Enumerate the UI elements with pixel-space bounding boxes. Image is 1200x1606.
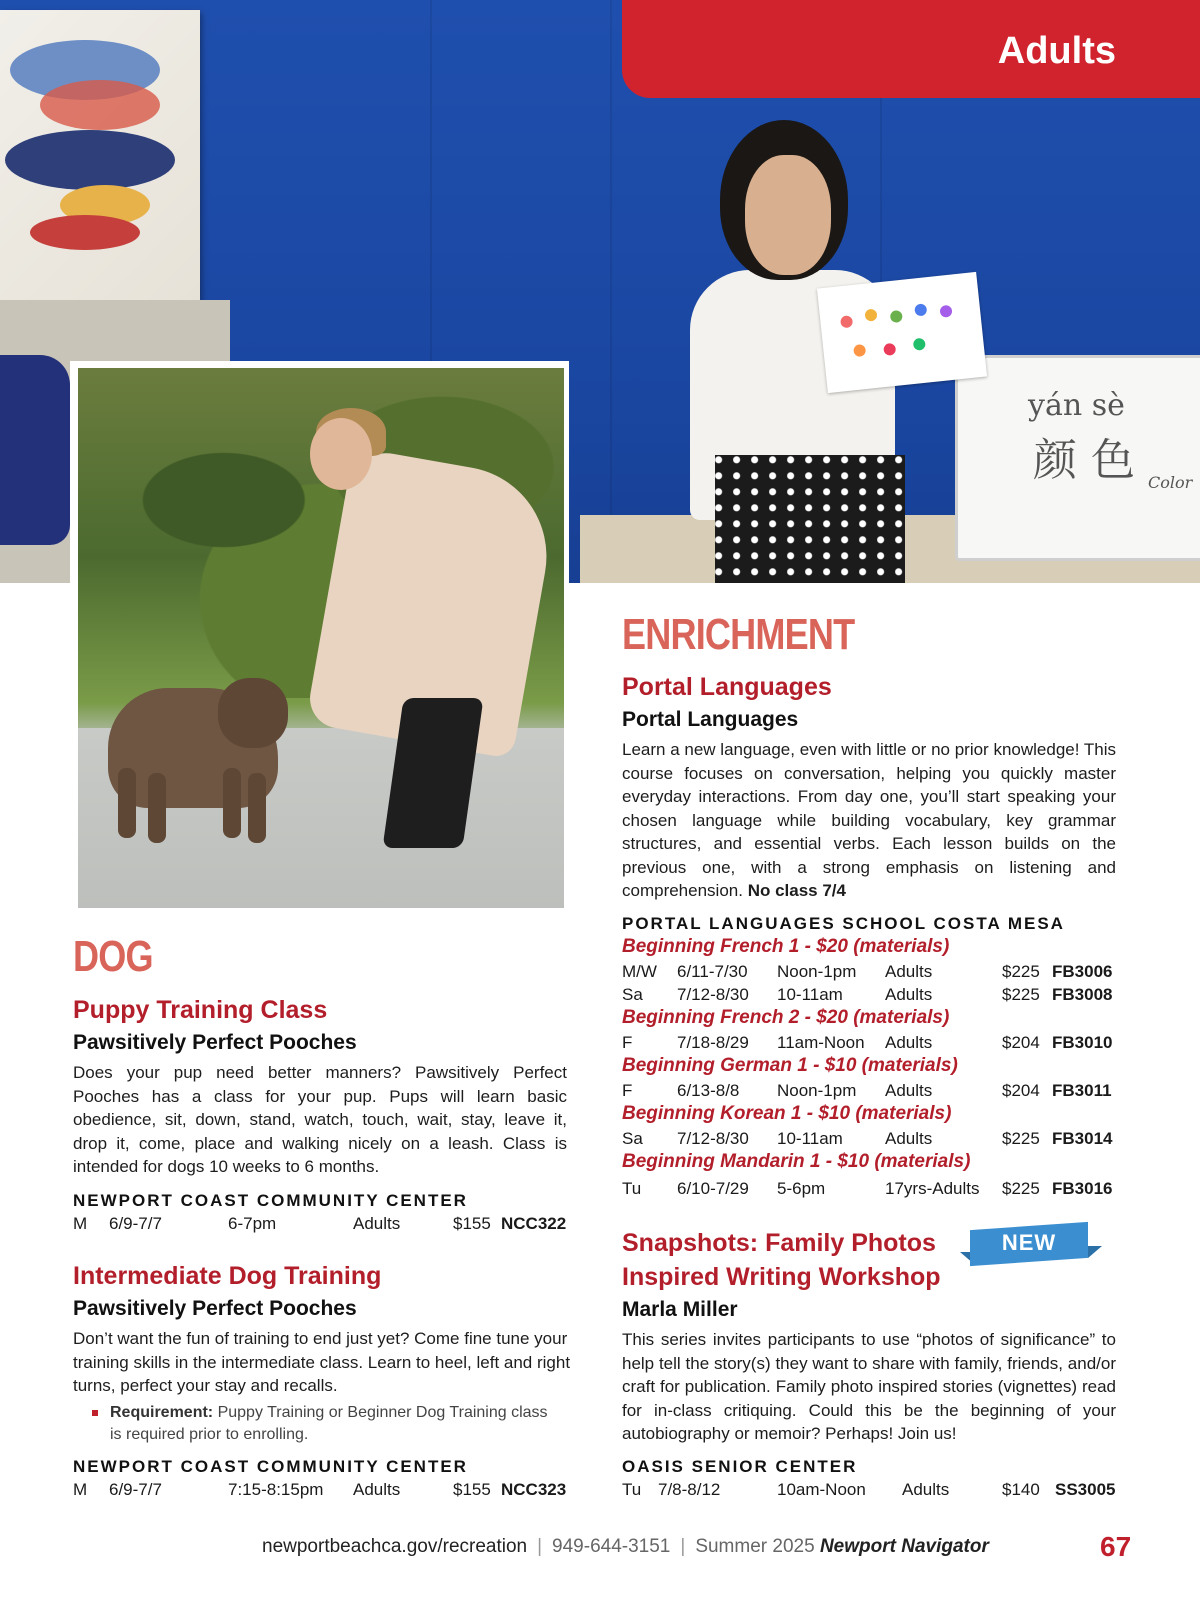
session-dates: 6/13-8/8 (677, 1081, 740, 1100)
wall-painting (0, 10, 200, 300)
session-row (622, 1478, 1117, 1502)
session-time: 10-11am (777, 985, 843, 1004)
session-dates: 7/8-8/12 (658, 1480, 721, 1499)
session-day: F (622, 1081, 633, 1100)
description-text: Learn a new language, even with little or no prior knowledge! This course focuses on conversation, helping you quickly master everyday interactions. From day one, you’ll start speaking your chosen language while building vocabulary, key grammar structures, and essential verbs. Each lesson builds on the previous one, with a strong emphasis on listening and comprehension. (622, 740, 1116, 900)
session-fee: $140 (1002, 1480, 1040, 1499)
color-chart-paper (817, 272, 987, 393)
session-day: F (622, 1033, 633, 1052)
session-time: 7:15-8:15pm (228, 1480, 324, 1499)
session-age: Adults (885, 985, 933, 1004)
session-code: FB3006 (1052, 962, 1113, 981)
session-time: 10am-Noon (777, 1480, 866, 1499)
session-day: Tu (622, 1179, 642, 1198)
description-note: No class 7/4 (747, 881, 846, 900)
session-dates: 7/12-8/30 (677, 985, 749, 1004)
session-age: 17yrs-Adults (885, 1179, 980, 1198)
session-dates: 7/12-8/30 (677, 1129, 749, 1148)
session-fee: $155 (453, 1214, 491, 1233)
course-name: Beginning Korean 1 - $10 (materials) (622, 1103, 952, 1124)
session-day: M (73, 1214, 88, 1233)
class-title: Puppy Training Class (73, 996, 328, 1024)
footer-publication: Newport Navigator (819, 1536, 989, 1557)
section-title-enrichment: ENRICHMENT (622, 610, 855, 659)
class-provider: Pawsitively Perfect Pooches (73, 1031, 357, 1054)
session-dates: 6/9-7/7 (109, 1214, 162, 1233)
session-age: Adults (885, 962, 933, 981)
class-location: NEWPORT COAST COMMUNITY CENTER (73, 1191, 468, 1210)
session-day: Tu (622, 1480, 642, 1499)
session-time: 10-11am (777, 1129, 843, 1148)
session-fee: $225 (1002, 985, 1040, 1004)
footer-season: Summer 2025 (695, 1536, 815, 1557)
requirement-text: Puppy Training or Beginner Dog Training class is required prior to enrolling. (110, 1404, 548, 1443)
class-description: This series invites participants to use “photos of significance” to help tell the story(s) they want to share with family, friends, and/or craft for publication. Family photo inspired stories (vignettes) read for in-class critiquing. Could this be the beginning of your autobiography or memoir? Perhaps! Join us! (622, 1330, 1116, 1443)
section-title-dog: DOG (73, 932, 153, 981)
session-fee: $155 (453, 1480, 491, 1499)
class-requirement (92, 1402, 562, 1446)
session-code: FB3016 (1052, 1179, 1113, 1198)
class-title: Portal Languages (622, 673, 832, 701)
class-description (622, 738, 1116, 903)
session-time: Noon-1pm (777, 962, 857, 981)
session-row (622, 1127, 1117, 1151)
session-code: SS3005 (1055, 1480, 1116, 1499)
session-fee: $225 (1002, 1179, 1040, 1198)
footer: newportbeachca.gov/recreation | 949-644-3151 | Summer 2025 Newport Navigator (262, 1536, 989, 1557)
session-row (73, 1212, 568, 1236)
session-day: M (73, 1480, 88, 1499)
board-pinyin: yán sè (1028, 388, 1125, 423)
teacher-skirt (715, 455, 905, 583)
class-description: Does your pup need better manners? Pawsitively Perfect Pooches has a class for your pup. Pups will learn basic obedience, sit, down, stand, watch, touch, wait, stay, leave it, drop it, come, place and walking nicely on a leash. Class is intended for dogs 10 weeks to 6 months. (73, 1063, 567, 1176)
session-code: FB3008 (1052, 985, 1113, 1004)
class-title-line1: Snapshots: Family Photos (622, 1229, 936, 1257)
session-code: FB3011 (1052, 1081, 1112, 1100)
session-code: NCC322 (501, 1214, 567, 1233)
session-fee: $225 (1002, 962, 1040, 981)
session-time: 11am-Noon (777, 1033, 865, 1052)
course-name: Beginning French 1 - $20 (materials) (622, 936, 950, 957)
session-row (622, 1177, 1117, 1201)
session-code: FB3010 (1052, 1033, 1113, 1052)
course-name: Beginning German 1 - $10 (materials) (622, 1055, 958, 1076)
session-dates: 6/9-7/7 (109, 1480, 162, 1499)
class-provider: Pawsitively Perfect Pooches (73, 1297, 357, 1320)
new-badge (960, 1226, 1110, 1282)
session-row (622, 1079, 1117, 1103)
course-name: Beginning Mandarin 1 - $10 (materials) (622, 1151, 971, 1172)
section-tab (622, 0, 1200, 98)
class-title: Intermediate Dog Training (73, 1262, 382, 1290)
session-row (622, 983, 1117, 1007)
session-fee: $225 (1002, 1129, 1040, 1148)
class-provider: Portal Languages (622, 708, 799, 731)
session-code: FB3014 (1052, 1129, 1113, 1148)
session-row (73, 1478, 568, 1502)
class-title-line2: Inspired Writing Workshop (622, 1263, 941, 1291)
class-location: NEWPORT COAST COMMUNITY CENTER (73, 1457, 468, 1476)
dog-training-photo (78, 368, 564, 908)
class-description: Don’t want the fun of training to end just yet? Come fine tune your training skills in the intermediate class. Learn to heel, left and right turns, perfect your stay and recalls. (73, 1329, 571, 1395)
session-age: Adults (353, 1214, 401, 1233)
board-hanzi: 颜 色 (1033, 435, 1135, 486)
footer-phone: 949-644-3151 (552, 1536, 671, 1557)
chair (0, 355, 70, 545)
footer-url[interactable]: newportbeachca.gov/recreation (262, 1536, 528, 1557)
session-age: Adults (353, 1480, 401, 1499)
session-time: 6-7pm (228, 1214, 277, 1233)
session-time: Noon-1pm (777, 1081, 857, 1100)
session-day: Sa (622, 985, 643, 1004)
whiteboard (955, 355, 1200, 561)
new-badge-label: NEW (1001, 1230, 1057, 1255)
section-tab-label: Adults (997, 30, 1116, 72)
session-dates: 6/10-7/29 (677, 1179, 749, 1198)
session-age: Adults (885, 1081, 933, 1100)
session-time: 5-6pm (777, 1179, 826, 1198)
course-name: Beginning French 2 - $20 (materials) (622, 1007, 950, 1028)
teacher-face (745, 155, 831, 275)
session-code: NCC323 (501, 1480, 567, 1499)
class-location: OASIS SENIOR CENTER (622, 1457, 858, 1476)
bullet-icon (92, 1410, 98, 1416)
session-row (622, 1031, 1117, 1055)
session-day: M/W (622, 962, 657, 981)
page-number: 67 (1100, 1531, 1132, 1562)
session-day: Sa (622, 1129, 643, 1148)
class-location: PORTAL LANGUAGES SCHOOL COSTA MESA (622, 914, 1065, 933)
session-age: Adults (902, 1480, 950, 1499)
session-row (622, 960, 1117, 984)
session-age: Adults (885, 1129, 933, 1148)
session-fee: $204 (1002, 1081, 1040, 1100)
session-fee: $204 (1002, 1033, 1040, 1052)
board-note: Color (1148, 473, 1193, 492)
session-age: Adults (885, 1033, 933, 1052)
session-dates: 6/11-7/30 (677, 962, 748, 981)
session-dates: 7/18-8/29 (677, 1033, 749, 1052)
requirement-label: Requirement: (110, 1404, 214, 1421)
class-provider: Marla Miller (622, 1298, 738, 1321)
